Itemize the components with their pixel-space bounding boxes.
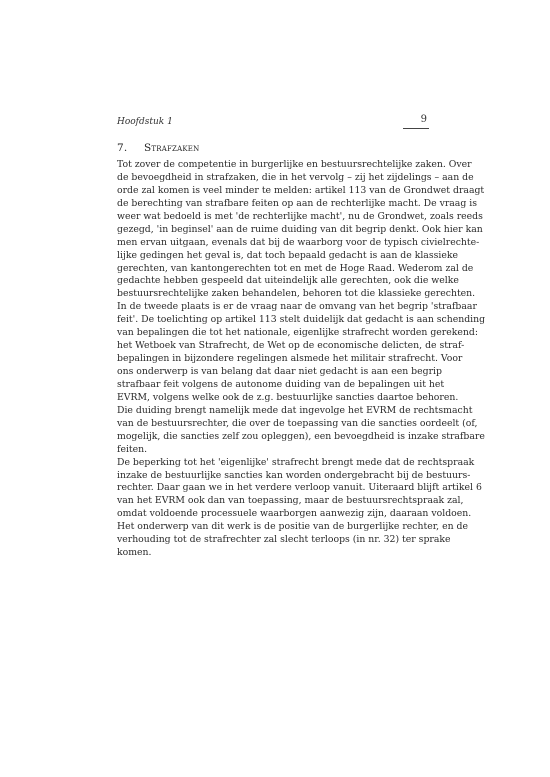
text-line: rechter. Daar gaan we in het verdere verloop vanuit. Uiteraard blijft artikel 6 (117, 482, 482, 494)
text-line: omdat voldoende processuele waarborgen aanwezig zijn, daaraan voldoen. (117, 508, 472, 520)
text-line: In de tweede plaats is er de vraag naar de omvang van het begrip 'strafbaar (117, 301, 477, 313)
text-line: feit'. De toelichting op artikel 113 stelt duidelijk dat gedacht is aan schending (117, 314, 486, 326)
text-line: gedachte hebben gespeeld dat uiteindelijk alle gerechten, ook die welke (117, 275, 459, 287)
text-line: men ervan uitgaan, evenals dat bij de waarborg voor de typisch civielrechte- (117, 236, 480, 248)
body-text (117, 159, 486, 560)
text-line: gezegd, 'in beginsel' aan de ruime duiding van dit begrip denkt. Ook hier kan (117, 223, 483, 235)
text-line: de bevoegdheid in strafzaken, die in het vervolg – zij het zijdelings – aan de (117, 171, 474, 183)
text-line: van de bestuursrechter, die over de toepassing van die sancties oordeelt (of, (117, 417, 478, 429)
text-line: lijke gedingen het geval is, dat toch bepaald gedacht is aan de klassieke (117, 249, 459, 261)
text-line: het Wetboek van Strafrecht, de Wet op de economische delicten, de straf- (117, 340, 465, 352)
text-line: EVRM, volgens welke ook de z.g. bestuurlijke sancties daartoe behoren. (117, 391, 459, 403)
page-number: 9 (420, 114, 427, 125)
text-line: komen. (117, 547, 152, 559)
text-line: weer wat bedoeld is met 'de rechterlijke macht', nu de Grondwet, zoals reeds (117, 210, 483, 222)
page-header (117, 114, 429, 133)
text-line: van bepalingen die tot het nationale, eigenlijke strafrecht worden gerekend: (117, 327, 478, 339)
text-line: de berechting van strafbare feiten op aan de rechterlijke macht. De vraag is (117, 197, 477, 209)
text-line: mogelijk, die sancties zelf zou opleggen), een bevoegdheid is inzake strafbare (117, 430, 485, 442)
text-line: feiten. (117, 443, 148, 455)
text-line: Tot zover de competentie in burgerlijke en bestuursrechtelijke zaken. Over (117, 159, 472, 170)
text-line: strafbaar feit volgens de autonome duiding van de bepalingen uit het (117, 378, 445, 390)
text-line: bepalingen in bijzondere regelingen alsmede het militair strafrecht. Voor (117, 353, 463, 365)
text-line: De beperking tot het 'eigenlijke' strafrecht brengt mede dat de rechtspraak (117, 456, 475, 468)
text-line: verhouding tot de strafrechter zal slecht terloops (in nr. 32) ter sprake (117, 534, 451, 546)
text-line: Die duiding brengt namelijk mede dat ingevolge het EVRM de rechtsmacht (117, 404, 473, 416)
section-number: 7. (117, 142, 128, 154)
text-line: van het EVRM ook dan van toepassing, maar de bestuursrechtspraak zal, (117, 495, 464, 507)
section-heading (117, 142, 429, 154)
text-line: orde zal komen is veel minder te melden: artikel 113 van de Grondwet draagt (117, 184, 485, 196)
text-line: inzake de bestuurlijke sancties kan worden ondergebracht bij de bestuurs- (117, 469, 471, 481)
header-rule (403, 128, 429, 129)
text-line: ons onderwerp is van belang dat daar niet gedacht is aan een begrip (117, 366, 442, 377)
text-line: gerechten, van kantongerechten tot en met de Hoge Raad. Wederom zal de (117, 262, 474, 274)
section-title: Strafzaken (144, 142, 200, 154)
text-line: bestuursrechtelijke zaken behandelen, behoren tot die klassieke gerechten. (117, 288, 476, 300)
running-head: Hoofdstuk 1 (117, 117, 173, 127)
text-line: Het onderwerp van dit werk is de positie van de burgerlijke rechter, en de (117, 521, 468, 533)
